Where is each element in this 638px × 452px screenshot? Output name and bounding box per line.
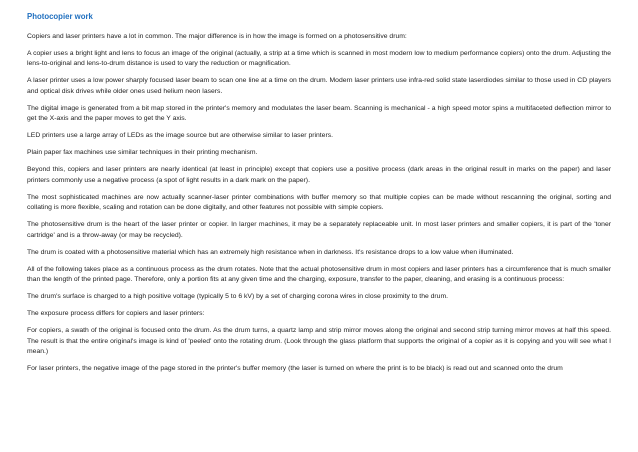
paragraph: The drum is coated with a photosensitive material which has an extremely high resistance when in darkness. It's resistance drops to a low value when illuminated. (27, 248, 514, 256)
paragraph: The most sophisticated machines are now actually scanner-laser printer combinations with buffer memory so that multiple copies can be made without rescanning the original, sorting and collating is more flexible, scaling and rotation can be done digitally, and other features not possible with simple copiers. (27, 193, 611, 212)
paragraph: Copiers and laser printers have a lot in common. The major difference is in how the image is formed on a photosensitive drum: (27, 33, 407, 40)
paragraph: The digital image is generated from a bit map stored in the printer's memory and modulates the laser beam. Scanning is mechanical - a high speed motor spins a multifaceted deflection mirror to get the X-axis and the paper moves to get the Y axis. (27, 104, 611, 123)
paragraph: For copiers, a swath of the original is focused onto the drum. As the drum turns, a quartz lamp and strip mirror moves along the original and second strip turning mirror moves at half this speed. The result is that the entire original's image is kind of 'peeled' onto the rotating drum. (Look through the glass platform that supports the original of a copier as it is copying and you will see what I mean.) (27, 327, 611, 355)
paragraph: A copier uses a bright light and lens to focus an image of the original (actually, a strip at a time which is scanned in most modern low to medium performance copiers) onto the drum. Adjusting the lens-to-original and lens-to-drum distance is used to vary the reduction or magnification. (27, 50, 611, 68)
paragraph: Beyond this, copiers and laser printers are nearly identical (at least in principle) except that copiers use a positive process (dark areas in the original result in marks on the paper) and laser printers commonly use a negative process (a spot of light results in a dark mark on the paper). (27, 166, 611, 184)
paragraph: For laser printers, the negative image of the page stored in the printer's buffer memory (the laser is turned on where the print is to be black) is read out and scanned onto the drum (27, 364, 563, 372)
paragraph: The photosensitive drum is the heart of the laser printer or copier. In larger machines, it may be a separately replaceable unit. In most laser printers and smaller copiers, it is part of the 'toner cartridge' and is a throw-away (or may be recycled). (27, 221, 611, 239)
paragraph: All of the following takes place as a continuous process as the drum rotates. Note that the actual photosensitive drum in most copiers and laser printers has a circumference that is much smaller than the length of the printed page. Therefore, only a portion fits at any given time and the charging, exposure, transfer to the paper, cleaning, and erasing is a continuous process: (27, 265, 611, 284)
document-title: Photocopier work (27, 12, 93, 21)
paragraph: The drum's surface is charged to a high positive voltage (typically 5 to 6 kV) by a set of charging corona wires in close proximity to the drum. (27, 293, 449, 301)
paragraph: Plain paper fax machines use similar techniques in their printing mechanism. (27, 149, 258, 157)
paragraph: A laser printer uses a low power sharply focused laser beam to scan one line at a time on the drum. Modern laser printers use infra-red solid state laserdiodes similar to those used in CD players and optical disk drives while older ones used helium neon lasers. (27, 77, 611, 95)
document-body (27, 11, 611, 381)
paragraph: The exposure process differs for copiers and laser printers: (27, 310, 205, 318)
paragraph: LED printers use a large array of LEDs as the image source but are otherwise similar to laser printers. (27, 132, 333, 140)
